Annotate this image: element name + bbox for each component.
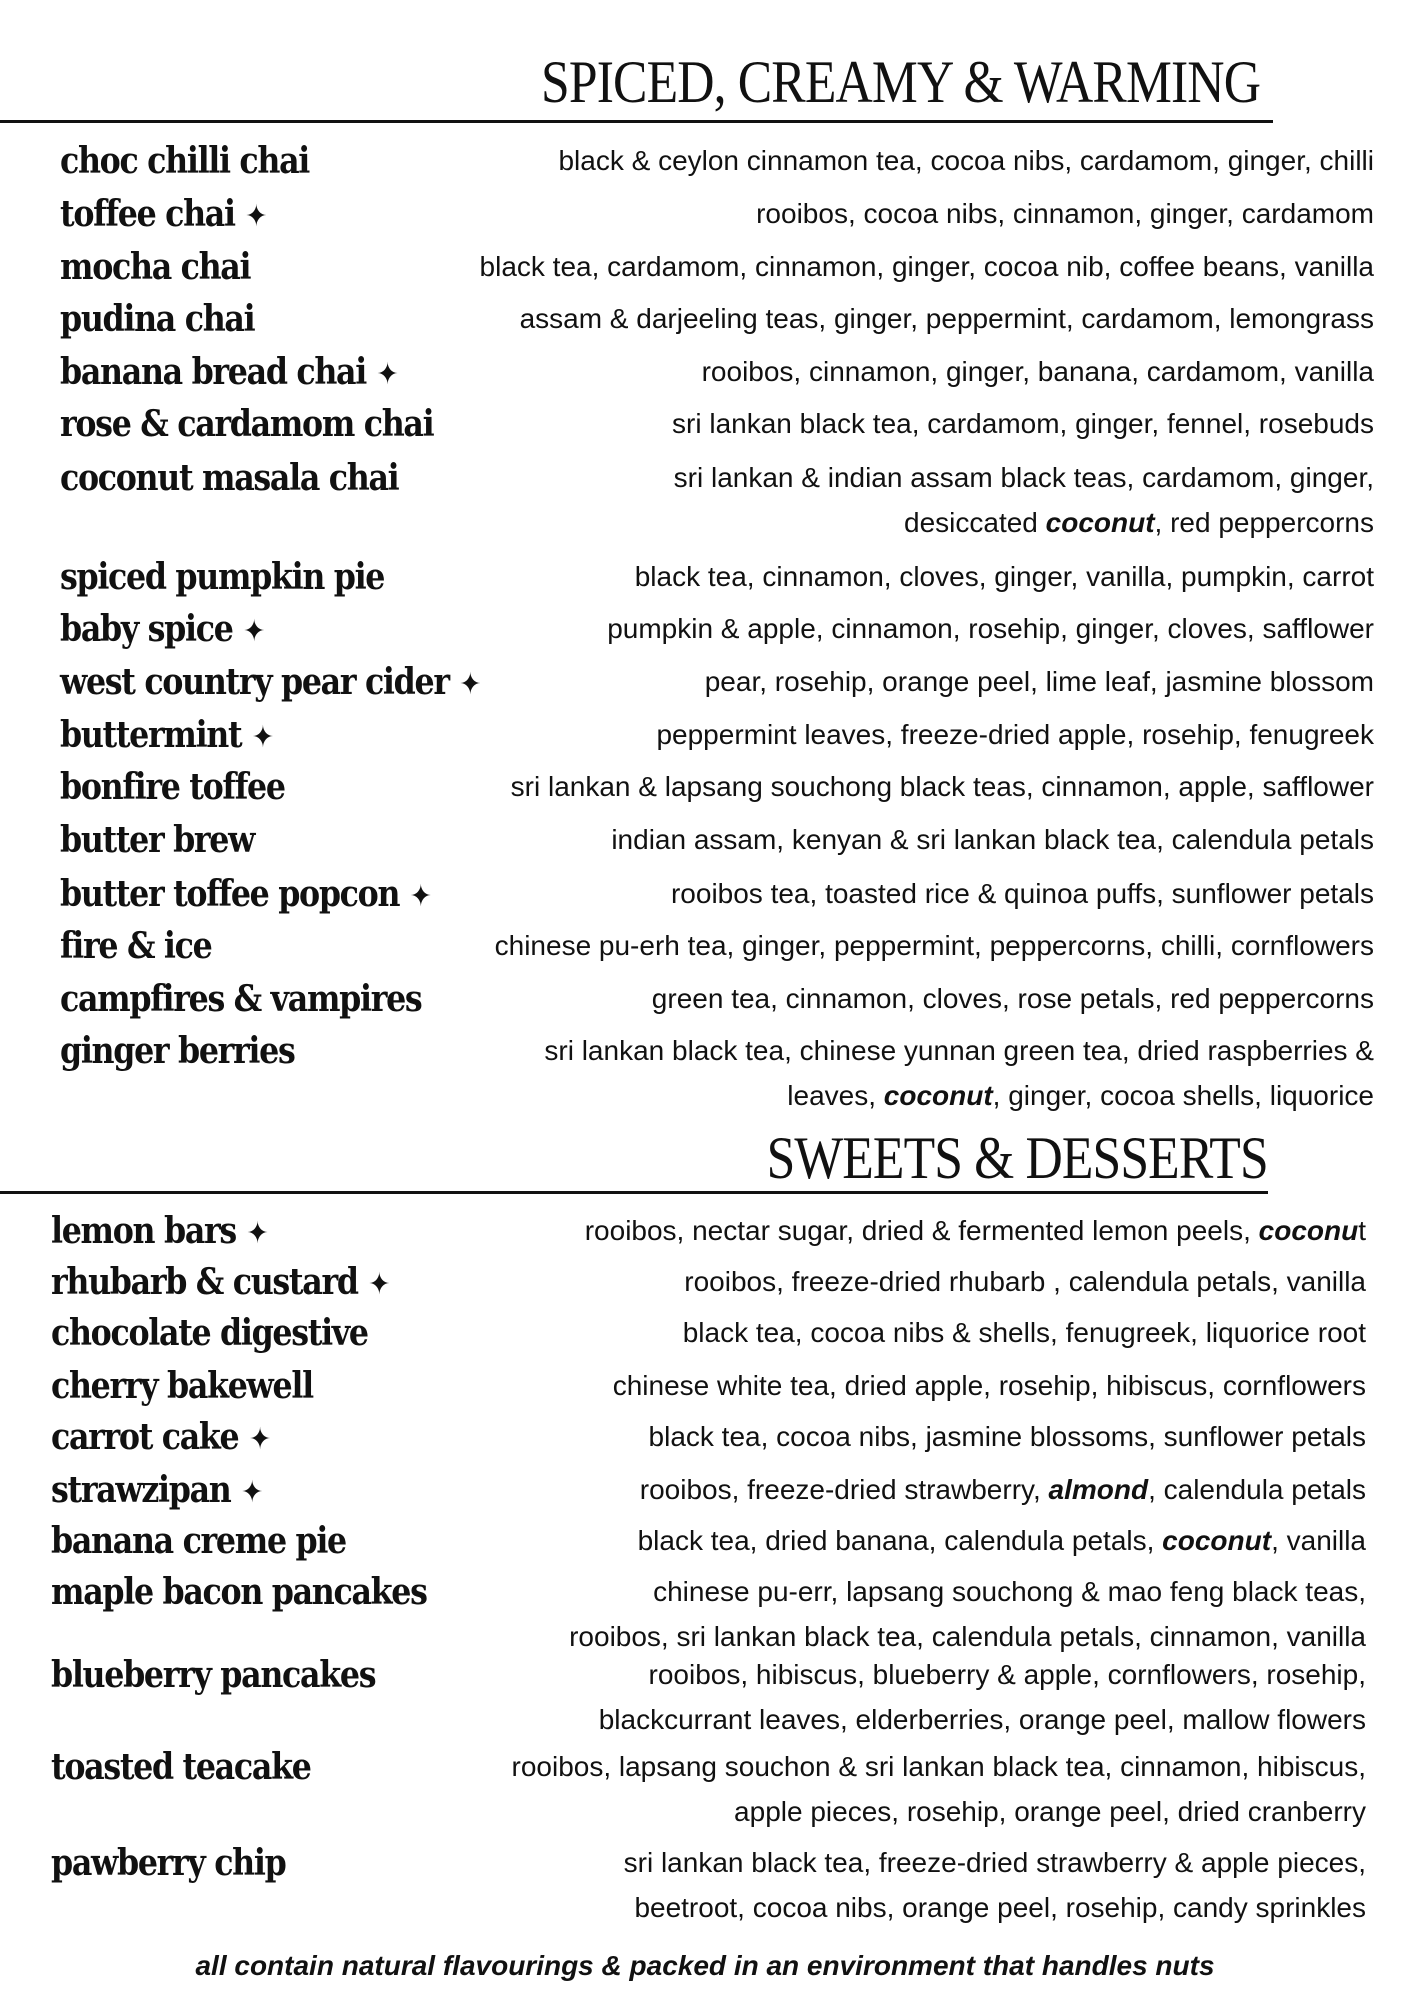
item-ingredients: rooibos, sri lankan black tea, calendula petals, cinnamon, vanilla [569,1621,1366,1652]
item-name-text: mocha chai [60,246,251,288]
item-name [60,609,265,652]
item-name [60,662,481,705]
item-ingredients: sri lankan & lapsang souchong black teas, cinnamon, apple, safflower [510,771,1374,802]
item-ingredients: green tea, cinnamon, cloves, rose petals, red peppercorns [651,983,1374,1014]
emphasised-ingredient: coconut [883,1080,993,1111]
item-ingredients: desiccated coconut, red peppercorns [904,507,1374,538]
item-ingredients: rooibos, lapsang souchon & sri lankan black tea, cinnamon, hibiscus, [511,1751,1366,1782]
section-divider [0,1191,1268,1194]
item-name [51,1211,269,1254]
item-name-text: toffee chai [60,193,235,235]
item-name-text: maple bacon pancakes [51,1571,427,1613]
four-point-star-icon: ✦ [246,1216,269,1251]
four-point-star-icon: ✦ [243,614,266,649]
section-title: SWEETS & DESSERTS [766,1125,1268,1191]
item-name-text: lemon bars [51,1210,236,1252]
item-name-text: strawzipan [51,1469,231,1511]
item-name-text: choc chilli chai [60,140,310,182]
item-ingredients: rooibos, cocoa nibs, cinnamon, ginger, cardamom [756,198,1374,229]
item-name [60,767,285,807]
item-name-text: bonfire toffee [60,766,285,808]
item-name-text: carrot cake [51,1416,239,1458]
item-name-text: west country pear cider [60,661,449,703]
item-name [60,458,398,498]
item-name [51,1655,375,1695]
item-name-text: buttermint [60,714,242,756]
item-name [60,194,267,237]
four-point-star-icon: ✦ [251,720,275,755]
emphasised-ingredient: almond [1048,1474,1149,1505]
item-name [51,1470,263,1513]
item-name [60,979,421,1019]
item-name-text: campfires & vampires [60,978,422,1020]
four-point-star-icon: ✦ [409,879,432,914]
item-name [60,557,384,597]
item-name-text: baby spice [60,608,233,650]
item-ingredients: leaves, coconut, ginger, cocoa shells, liquorice [787,1080,1374,1111]
item-ingredients: rooibos, hibiscus, blueberry & apple, cornflowers, rosehip, [648,1659,1366,1690]
item-ingredients: rooibos, nectar sugar, dried & fermented lemon peels, coconut [584,1215,1366,1246]
item-name-text: butter toffee popcon [60,873,400,915]
item-name-text: coconut masala chai [60,457,399,499]
item-name [51,1366,313,1406]
emphasised-ingredient: coconu [1258,1215,1359,1246]
item-ingredients: pear, rosehip, orange peel, lime leaf, jasmine blossom [704,666,1374,697]
item-name-text: ginger berries [60,1030,295,1072]
item-ingredients: black tea, cocoa nibs, jasmine blossoms, sunflower petals [648,1421,1366,1452]
item-ingredients: black tea, cardamom, cinnamon, ginger, cocoa nib, coffee beans, vanilla [479,251,1374,282]
item-name-text: spiced pumpkin pie [60,556,385,598]
item-ingredients: chinese white tea, dried apple, rosehip, hibiscus, cornflowers [612,1370,1366,1401]
item-name-text: rose & cardamom chai [60,403,434,445]
item-name-text: toasted teacake [51,1746,311,1788]
item-name [60,247,250,287]
four-point-star-icon: ✦ [376,357,399,392]
item-name [51,1521,346,1561]
item-name-text: butter brew [60,819,255,861]
item-ingredients: rooibos, freeze-dried rhubarb , calendula petals, vanilla [684,1266,1366,1297]
item-ingredients: chinese pu-err, lapsang souchong & mao feng black teas, [653,1576,1366,1607]
item-name-text: fire & ice [60,925,212,967]
item-name [51,1313,368,1353]
item-ingredients: apple pieces, rosehip, orange peel, dried cranberry [734,1796,1366,1827]
item-ingredients: rooibos, cinnamon, ginger, banana, cardamom, vanilla [701,356,1374,387]
item-name-text: blueberry pancakes [51,1654,376,1696]
item-ingredients: rooibos tea, toasted rice & quinoa puffs, sunflower petals [670,878,1374,909]
emphasised-ingredient: coconut [1162,1525,1272,1556]
footer-note: all contain natural flavourings & packed in an environment that handles nuts [195,1950,1215,1981]
item-name-text: chocolate digestive [51,1312,368,1354]
item-ingredients: indian assam, kenyan & sri lankan black tea, calendula petals [611,824,1374,855]
item-ingredients: sri lankan black tea, freeze-dried strawberry & apple pieces, [623,1847,1366,1878]
item-name [60,1031,294,1071]
item-name [60,926,211,966]
four-point-star-icon: ✦ [248,1422,272,1457]
item-ingredients: assam & darjeeling teas, ginger, peppermint, cardamom, lemongrass [519,303,1374,334]
item-name-text: pawberry chip [51,1842,286,1884]
item-name [60,404,433,444]
item-name-text: cherry bakewell [51,1365,313,1407]
item-ingredients: black tea, cinnamon, cloves, ginger, vanilla, pumpkin, carrot [634,561,1374,592]
item-ingredients: sri lankan black tea, cardamom, ginger, fennel, rosebuds [672,408,1374,439]
item-ingredients: black & ceylon cinnamon tea, cocoa nibs, cardamom, ginger, chilli [558,145,1374,176]
item-name [51,1747,311,1787]
item-ingredients: black tea, dried banana, calendula petals, coconut, vanilla [637,1525,1366,1556]
item-name [60,299,254,339]
item-name-text: rhubarb & custard [51,1261,358,1303]
section-divider [0,120,1273,123]
item-ingredients: peppermint leaves, freeze-dried apple, rosehip, fenugreek [656,719,1374,750]
item-ingredients: sri lankan black tea, chinese yunnan green tea, dried raspberries & [544,1035,1374,1066]
four-point-star-icon: ✦ [459,667,482,702]
item-ingredients: chinese pu-erh tea, ginger, peppermint, peppercorns, chilli, cornflowers [494,930,1374,961]
item-name [51,1417,271,1460]
item-name-text: banana creme pie [51,1520,346,1562]
item-name-text: pudina chai [60,298,255,340]
item-ingredients: pumpkin & apple, cinnamon, rosehip, ginger, cloves, safflower [607,613,1374,644]
four-point-star-icon: ✦ [241,1475,264,1510]
item-name [60,352,399,395]
item-name [60,141,309,181]
item-ingredients: beetroot, cocoa nibs, orange peel, rosehip, candy sprinkles [634,1892,1366,1923]
item-name [60,715,274,758]
emphasised-ingredient: coconut [1045,507,1155,538]
item-name [51,1843,285,1883]
item-ingredients: blackcurrant leaves, elderberries, orange peel, mallow flowers [598,1704,1366,1735]
section-title: SPICED, CREAMY & WARMING [540,49,1260,115]
item-name [51,1262,390,1305]
four-point-star-icon: ✦ [368,1267,391,1302]
item-ingredients: sri lankan & indian assam black teas, cardamom, ginger, [673,462,1374,493]
item-ingredients: rooibos, freeze-dried strawberry, almond, calendula petals [639,1474,1366,1505]
four-point-star-icon: ✦ [245,199,268,234]
item-name [60,874,432,917]
item-name-text: banana bread chai [60,351,366,393]
item-name [51,1572,427,1612]
item-ingredients: black tea, cocoa nibs & shells, fenugreek, liquorice root [682,1317,1366,1348]
item-name [60,820,254,860]
